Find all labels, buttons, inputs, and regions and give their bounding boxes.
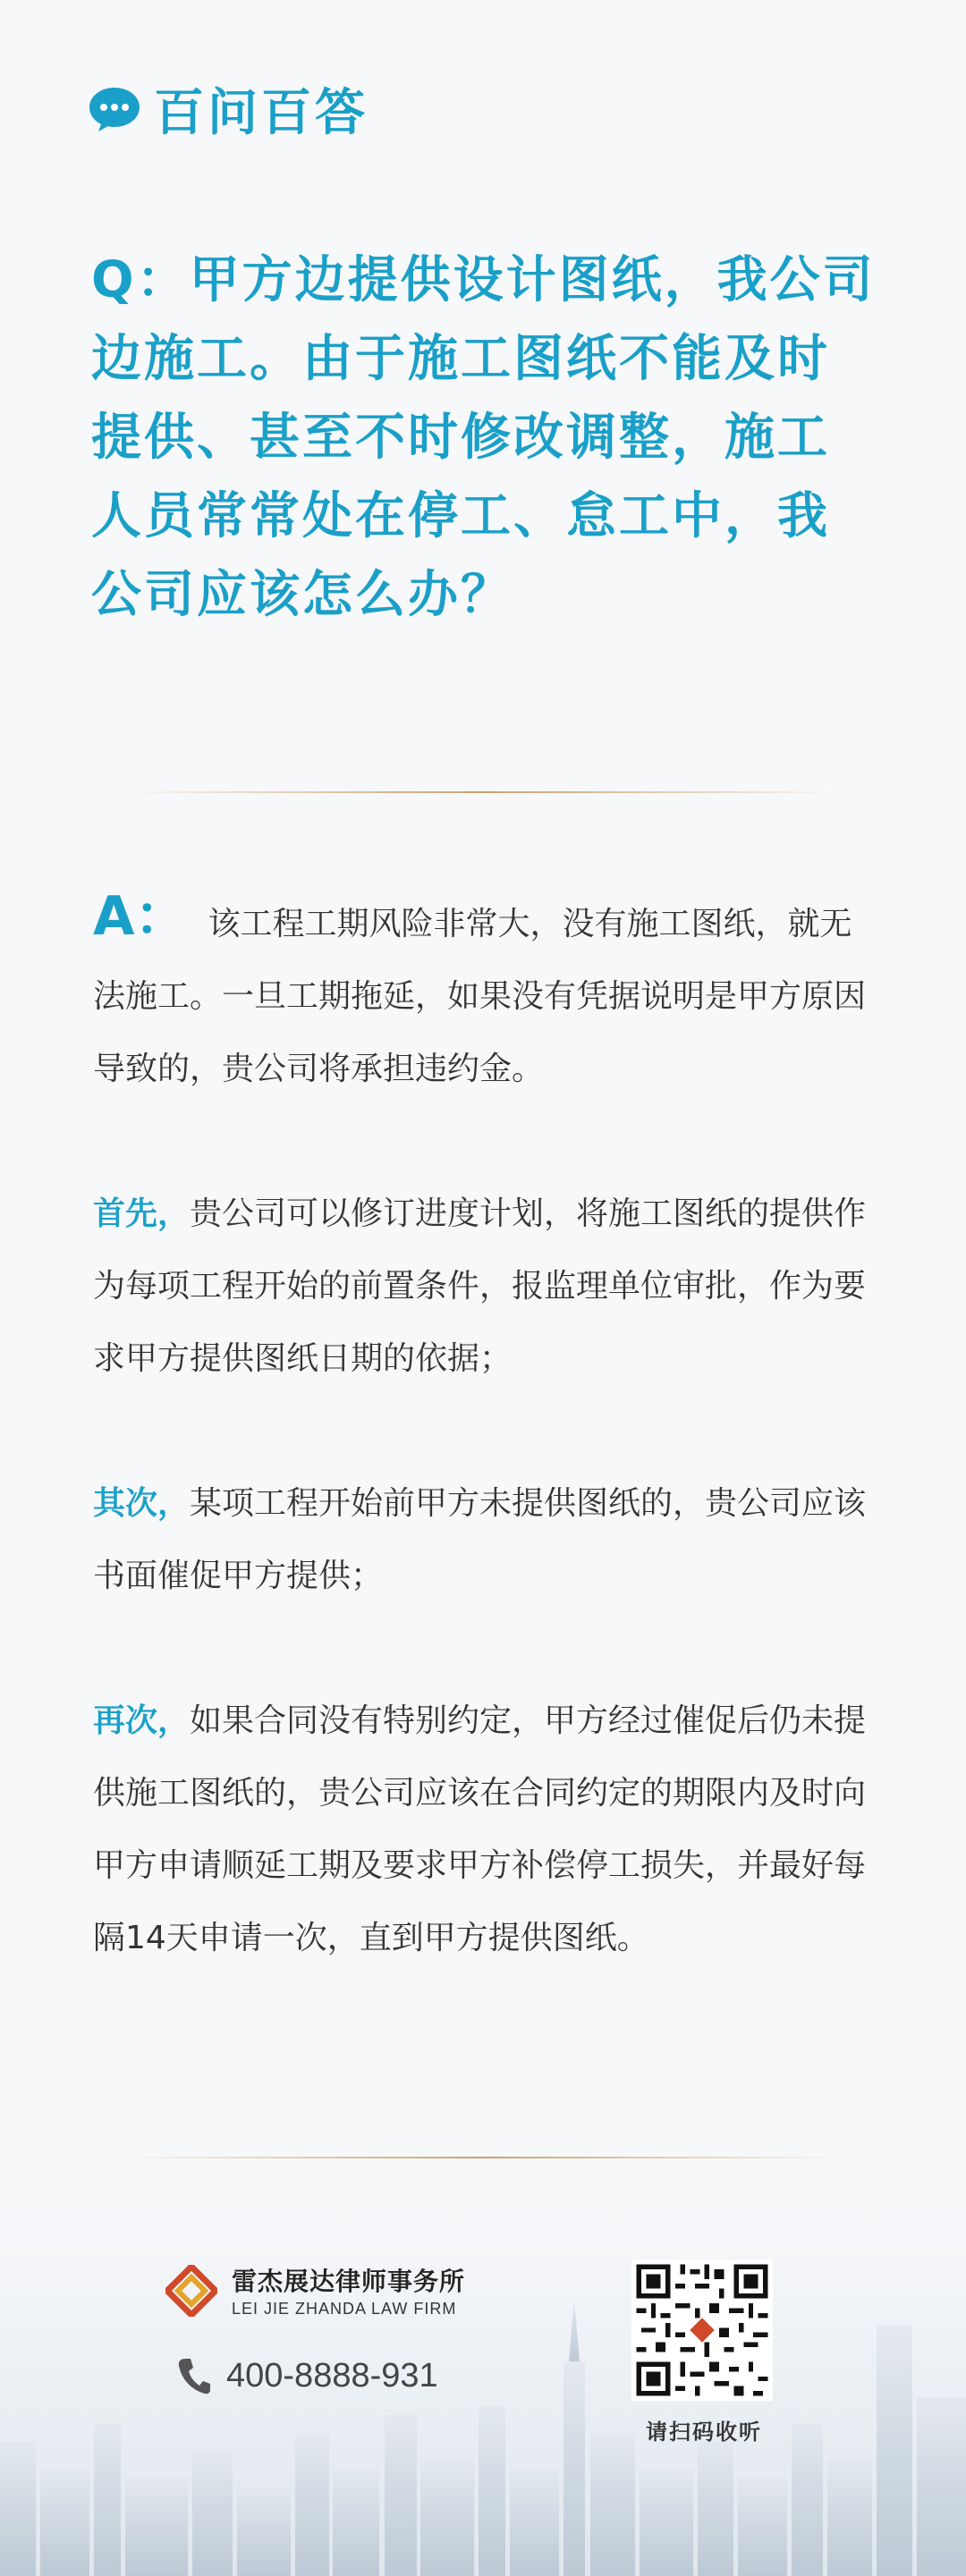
answer-point-3 [93, 1685, 880, 1974]
law-firm-info [165, 2262, 465, 2318]
point-text: 如果合同没有特别约定，甲方经过催促后仍未提供施工图纸的，贵公司应该在合同约定的期限内及时向甲方申请顺延工期及要求甲方补偿停工损失，并最好每隔14天申请一次，直到甲方提供图纸。 [93, 1702, 867, 1956]
chat-bubble-icon [88, 86, 141, 132]
qr-code-image [631, 2259, 773, 2401]
question-text: Q：甲方边提供设计图纸，我公司边施工。由于施工图纸不能及时提供、甚至不时修改调整，施工人员常常处在停工、怠工中，我公司应该怎么办？ [91, 251, 876, 624]
firm-name-en: LEI JIE ZHANDA LAW FIRM [232, 2300, 457, 2318]
phone-number[interactable]: 400-8888-931 [226, 2356, 438, 2394]
point-lead: 再次， [93, 1702, 191, 1739]
divider [125, 2157, 841, 2158]
point-text: 某项工程开始前甲方未提供图纸的，贵公司应该书面催促甲方提供； [93, 1485, 867, 1594]
law-firm-logo-icon [165, 2265, 217, 2317]
firm-name-cn: 雷杰展达律师事务所 [232, 2267, 466, 2296]
brand-name: 百问百答 [154, 84, 369, 142]
answer-intro-text: 该工程工期风险非常大，没有施工图纸，就无法施工。一旦工期拖延，如果没有凭据说明是甲方原因导致的，贵公司将承担违约金。 [93, 906, 867, 1087]
answer-label: A： [93, 885, 189, 948]
answer-block [93, 881, 880, 1974]
answer-point-2 [93, 1467, 880, 1612]
phone-icon [176, 2356, 212, 2395]
answer-point-1 [93, 1178, 880, 1395]
point-lead: 其次， [93, 1485, 191, 1522]
point-text: 贵公司可以修订进度计划，将施工图纸的提供作为每项工程开始的前置条件，报监理单位审批，作为要求甲方提供图纸日期的依据； [93, 1195, 867, 1377]
point-lead: 首先， [93, 1195, 191, 1232]
answer-intro [93, 881, 880, 1105]
qr-caption: 请扫码收听 [646, 2420, 762, 2445]
divider [125, 791, 841, 793]
city-skyline-illustration [0, 2200, 966, 2576]
phone-contact [176, 2356, 438, 2395]
brand-header [88, 73, 369, 145]
